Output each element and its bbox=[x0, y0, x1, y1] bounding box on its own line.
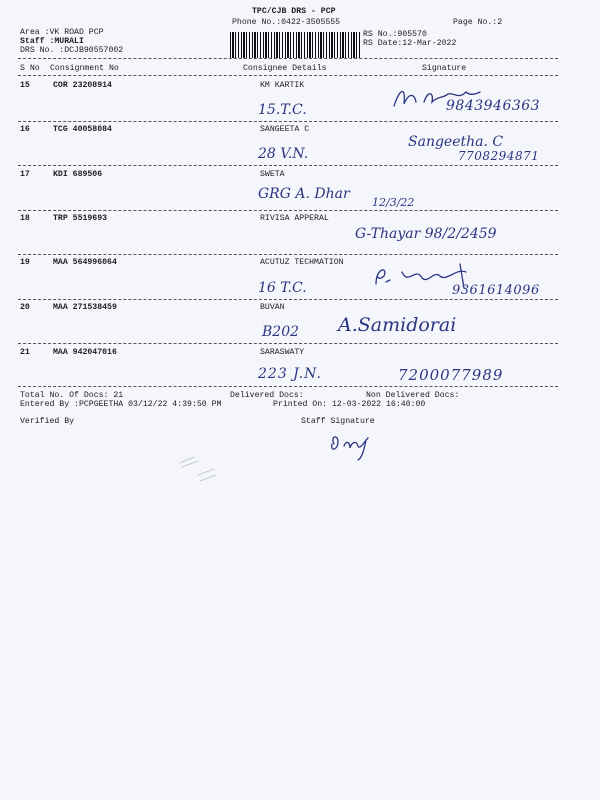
divider bbox=[18, 343, 558, 344]
handwritten-address: 16 T.C. bbox=[258, 280, 307, 296]
delivered-docs: Delivered Docs: bbox=[230, 391, 304, 400]
handwritten-address: 28 V.N. bbox=[258, 146, 309, 162]
divider bbox=[18, 299, 558, 300]
row-sno: 19 bbox=[20, 258, 30, 267]
row-consignee: SARASWATY bbox=[260, 348, 305, 357]
row-sno: 20 bbox=[20, 303, 30, 312]
row-consignment-no: MAA 271538459 bbox=[53, 303, 117, 312]
row-sno: 17 bbox=[20, 170, 30, 179]
report-title: TPC/CJB DRS - PCP bbox=[252, 7, 336, 16]
staff-label: Staff :MURALI bbox=[20, 37, 84, 46]
divider bbox=[18, 254, 558, 255]
row-consignee: SANGEETA C bbox=[260, 125, 310, 134]
column-header-consignee: Consignee Details bbox=[243, 64, 327, 73]
divider bbox=[18, 121, 558, 122]
non-delivered-docs: Non Delivered Docs: bbox=[366, 391, 460, 400]
column-header-sno: S No bbox=[20, 64, 40, 73]
divider bbox=[18, 386, 558, 387]
staff-signature-scribble bbox=[328, 432, 378, 462]
handwritten-signature: A.Samidorai bbox=[338, 314, 457, 336]
row-consignee: KM KARTIK bbox=[260, 81, 305, 90]
total-docs: Total No. Of Docs: 21 bbox=[20, 391, 124, 400]
staff-signature-label: Staff Signature bbox=[301, 417, 375, 426]
row-consignment-no: COR 23208914 bbox=[53, 81, 112, 90]
row-consignment-no: TRP 5519693 bbox=[53, 214, 108, 223]
column-header-consignment: Consignment No bbox=[50, 64, 119, 73]
faint-stamp-mark bbox=[178, 455, 218, 485]
handwritten-address: GRG A. Dhar bbox=[258, 186, 350, 202]
page-number: Page No.:2 bbox=[453, 18, 503, 27]
row-sno: 21 bbox=[20, 348, 30, 357]
drs-number: DRS No. :DCJB90557002 bbox=[20, 46, 124, 55]
phone-number: Phone No.:0422-3505555 bbox=[232, 18, 341, 27]
handwritten-signature: G-Thayar 98/2/2459 bbox=[355, 226, 497, 242]
divider bbox=[18, 75, 558, 76]
row-sno: 15 bbox=[20, 81, 30, 90]
rs-number: RS No.:905570 bbox=[363, 30, 427, 39]
row-consignment-no: TCG 40058084 bbox=[53, 125, 112, 134]
rs-date: RS Date:12-Mar-2022 bbox=[363, 39, 457, 48]
barcode bbox=[230, 32, 360, 58]
row-consignment-no: MAA 942047016 bbox=[53, 348, 117, 357]
divider bbox=[18, 165, 558, 166]
row-consignee: RIVISA APPERAL bbox=[260, 214, 329, 223]
row-consignment-no: KDI 689506 bbox=[53, 170, 103, 179]
handwritten-phone: 9843946363 bbox=[446, 98, 541, 114]
handwritten-phone: 7708294871 bbox=[458, 149, 540, 163]
row-consignee: SWETA bbox=[260, 170, 285, 179]
entered-by: Entered By :PCPGEETHA 03/12/22 4:39:50 PM bbox=[20, 400, 222, 409]
handwritten-phone: 9361614096 bbox=[452, 283, 540, 298]
divider bbox=[18, 210, 558, 211]
printed-on: Printed On: 12-03-2022 16:40:00 bbox=[273, 400, 426, 409]
row-consignment-no: MAA 564996064 bbox=[53, 258, 117, 267]
divider bbox=[18, 58, 558, 59]
handwritten-address: B202 bbox=[262, 324, 300, 340]
row-consignee: BUVAN bbox=[260, 303, 285, 312]
area-label: Area :VK ROAD PCP bbox=[20, 28, 104, 37]
handwritten-phone: 7200077989 bbox=[398, 366, 504, 384]
column-header-signature: Signature bbox=[422, 64, 467, 73]
handwritten-date: 12/3/22 bbox=[372, 196, 415, 209]
handwritten-address: 15.T.C. bbox=[258, 102, 307, 118]
row-sno: 16 bbox=[20, 125, 30, 134]
row-sno: 18 bbox=[20, 214, 30, 223]
handwritten-address: 223 J.N. bbox=[258, 366, 322, 382]
row-consignee: ACUTUZ TECHMATION bbox=[260, 258, 344, 267]
verified-by-label: Verified By bbox=[20, 417, 75, 426]
handwritten-signature: Sangeetha. C bbox=[408, 134, 504, 150]
